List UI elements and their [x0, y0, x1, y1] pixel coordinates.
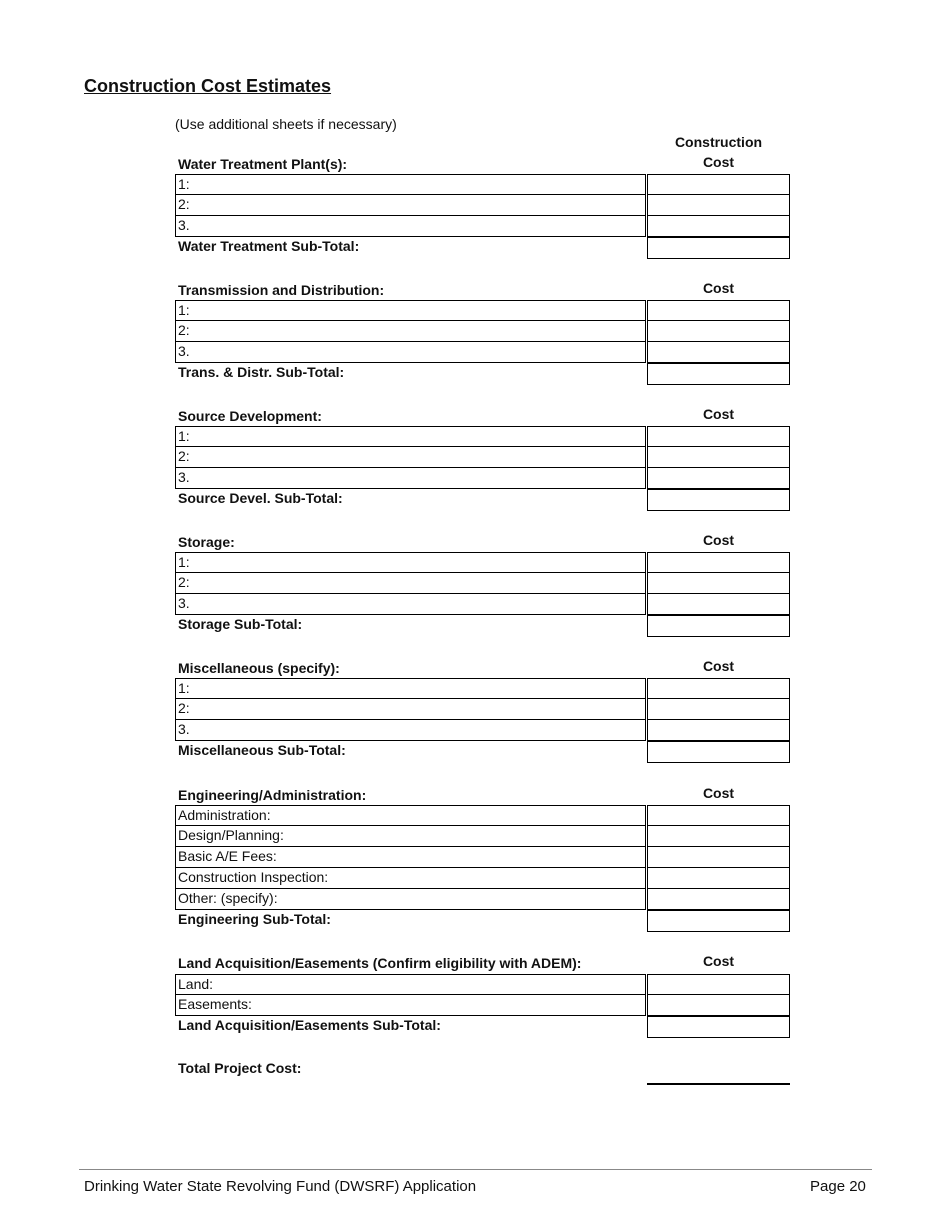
table-row — [175, 573, 790, 594]
subtotal-label: Source Devel. Sub-Total: — [178, 490, 343, 506]
subtotal-label: Storage Sub-Total: — [178, 616, 303, 632]
row-description-cell[interactable]: 3. — [175, 594, 646, 615]
subtotal-row — [175, 237, 790, 258]
subtotal-row — [175, 363, 790, 384]
row-cost-cell[interactable] — [647, 468, 790, 489]
row-description-cell[interactable]: 3. — [175, 720, 646, 741]
row-cost-cell[interactable] — [647, 826, 790, 847]
subtotal-cost-cell[interactable] — [647, 489, 790, 511]
footer-document-title: Drinking Water State Revolving Fund (DWSRF) Application — [84, 1178, 477, 1195]
water-treatment-table — [175, 174, 790, 258]
row-description-cell[interactable]: 2: — [175, 195, 646, 216]
row-cost-cell[interactable] — [647, 699, 790, 720]
row-cost-cell[interactable] — [647, 447, 790, 468]
row-cost-cell[interactable] — [647, 594, 790, 615]
row-cost-cell[interactable] — [647, 678, 790, 699]
row-description-cell[interactable]: 1: — [175, 426, 646, 447]
table-row — [175, 868, 790, 889]
table-row — [175, 720, 790, 741]
row-cost-cell[interactable] — [647, 868, 790, 889]
total-project-cost-label: Total Project Cost: — [178, 1060, 302, 1076]
section-header-engineering — [178, 783, 790, 803]
row-description-cell[interactable]: 1: — [175, 300, 646, 321]
subtotal-label: Land Acquisition/Easements Sub-Total: — [178, 1017, 441, 1033]
row-cost-cell[interactable] — [647, 342, 790, 363]
table-row — [175, 300, 790, 321]
subtotal-cost-cell[interactable] — [647, 910, 790, 932]
page-title: Construction Cost Estimates — [84, 76, 332, 96]
row-description-cell[interactable]: 3. — [175, 342, 646, 363]
section-header-land-acquisition — [178, 951, 790, 971]
row-description-cell[interactable]: Land: — [175, 974, 646, 995]
row-cost-cell[interactable] — [647, 573, 790, 594]
row-cost-cell[interactable] — [647, 195, 790, 216]
subtotal-cost-cell[interactable] — [647, 615, 790, 637]
section-header-source-development — [178, 404, 790, 424]
subtotal-cost-cell[interactable] — [647, 1016, 790, 1038]
table-row — [175, 805, 790, 826]
section-header-transmission — [178, 278, 790, 298]
section-heading: Transmission and Distribution: — [178, 282, 385, 298]
subtotal-cost-cell[interactable] — [647, 237, 790, 259]
subtotal-label: Trans. & Distr. Sub-Total: — [178, 364, 345, 380]
table-row — [175, 321, 790, 342]
row-description-cell[interactable]: 2: — [175, 321, 646, 342]
section-heading: Storage: — [178, 534, 235, 550]
subtotal-row — [175, 1016, 790, 1037]
section-heading: Source Development: — [178, 408, 322, 424]
subtotal-row — [175, 910, 790, 931]
cost-column-header: Cost — [702, 953, 735, 969]
table-row — [175, 889, 790, 910]
row-cost-cell[interactable] — [647, 426, 790, 447]
cost-column-header: Cost — [702, 658, 735, 674]
row-description-cell[interactable]: 3. — [175, 216, 646, 237]
row-description-cell[interactable]: 1: — [175, 552, 646, 573]
table-row — [175, 216, 790, 237]
row-cost-cell[interactable] — [647, 720, 790, 741]
section-header-water-treatment — [178, 130, 790, 172]
row-description-cell[interactable]: Other: (specify): — [175, 889, 646, 910]
cost-column-header — [648, 132, 789, 172]
row-cost-cell[interactable] — [647, 805, 790, 826]
row-description-cell[interactable]: 3. — [175, 468, 646, 489]
row-cost-cell[interactable] — [647, 889, 790, 910]
section-heading: Miscellaneous (specify): — [178, 660, 340, 676]
subtotal-row — [175, 615, 790, 636]
table-row — [175, 174, 790, 195]
section-heading: Land Acquisition/Easements (Confirm eligibility with ADEM): — [178, 955, 582, 971]
cost-column-header: Cost — [702, 280, 735, 296]
table-row — [175, 468, 790, 489]
row-description-cell[interactable]: 2: — [175, 447, 646, 468]
section-header-miscellaneous — [178, 656, 790, 676]
source-development-table — [175, 426, 790, 510]
table-row — [175, 342, 790, 363]
section-header-storage — [178, 530, 790, 550]
row-cost-cell[interactable] — [647, 552, 790, 573]
table-row — [175, 195, 790, 216]
table-row — [175, 594, 790, 615]
row-description-cell[interactable]: 2: — [175, 699, 646, 720]
table-row — [175, 826, 790, 847]
transmission-table — [175, 300, 790, 384]
row-cost-cell[interactable] — [647, 216, 790, 237]
footer-page-number: Page 20 — [810, 1178, 866, 1195]
cost-column-header: Cost — [702, 785, 735, 801]
row-cost-cell[interactable] — [647, 995, 790, 1016]
miscellaneous-table — [175, 678, 790, 762]
cost-header-line1: Construction — [674, 134, 763, 150]
engineering-table — [175, 805, 790, 931]
table-row — [175, 995, 790, 1016]
subtotal-row — [175, 489, 790, 510]
table-row — [175, 426, 790, 447]
row-cost-cell[interactable] — [647, 974, 790, 995]
instruction-note: (Use additional sheets if necessary) — [175, 116, 397, 132]
footer-divider — [79, 1169, 872, 1170]
section-heading: Water Treatment Plant(s): — [178, 156, 348, 172]
row-description-cell[interactable]: Basic A/E Fees: — [175, 847, 646, 868]
cost-header-line2: Cost — [702, 154, 735, 170]
subtotal-label: Engineering Sub-Total: — [178, 911, 331, 927]
subtotal-label: Water Treatment Sub-Total: — [178, 238, 360, 254]
table-row — [175, 447, 790, 468]
row-description-cell[interactable]: Construction Inspection: — [175, 868, 646, 889]
cost-column-header: Cost — [702, 406, 735, 422]
row-description-cell[interactable]: Administration: — [175, 805, 646, 826]
cost-column-header: Cost — [702, 532, 735, 548]
subtotal-label: Miscellaneous Sub-Total: — [178, 742, 346, 758]
land-acquisition-table — [175, 974, 790, 1037]
row-cost-cell[interactable] — [647, 321, 790, 342]
storage-table — [175, 552, 790, 636]
row-cost-cell[interactable] — [647, 847, 790, 868]
row-description-cell[interactable]: 2: — [175, 573, 646, 594]
row-description-cell[interactable]: Easements: — [175, 995, 646, 1016]
table-row — [175, 552, 790, 573]
table-row — [175, 847, 790, 868]
row-description-cell[interactable]: Design/Planning: — [175, 826, 646, 847]
table-row — [175, 974, 790, 995]
subtotal-cost-cell[interactable] — [647, 363, 790, 385]
total-project-cost-line[interactable] — [647, 1083, 790, 1085]
row-cost-cell[interactable] — [647, 174, 790, 195]
row-cost-cell[interactable] — [647, 300, 790, 321]
section-heading: Engineering/Administration: — [178, 787, 367, 803]
table-row — [175, 678, 790, 699]
subtotal-row — [175, 741, 790, 762]
row-description-cell[interactable]: 1: — [175, 678, 646, 699]
subtotal-cost-cell[interactable] — [647, 741, 790, 763]
table-row — [175, 699, 790, 720]
row-description-cell[interactable]: 1: — [175, 174, 646, 195]
